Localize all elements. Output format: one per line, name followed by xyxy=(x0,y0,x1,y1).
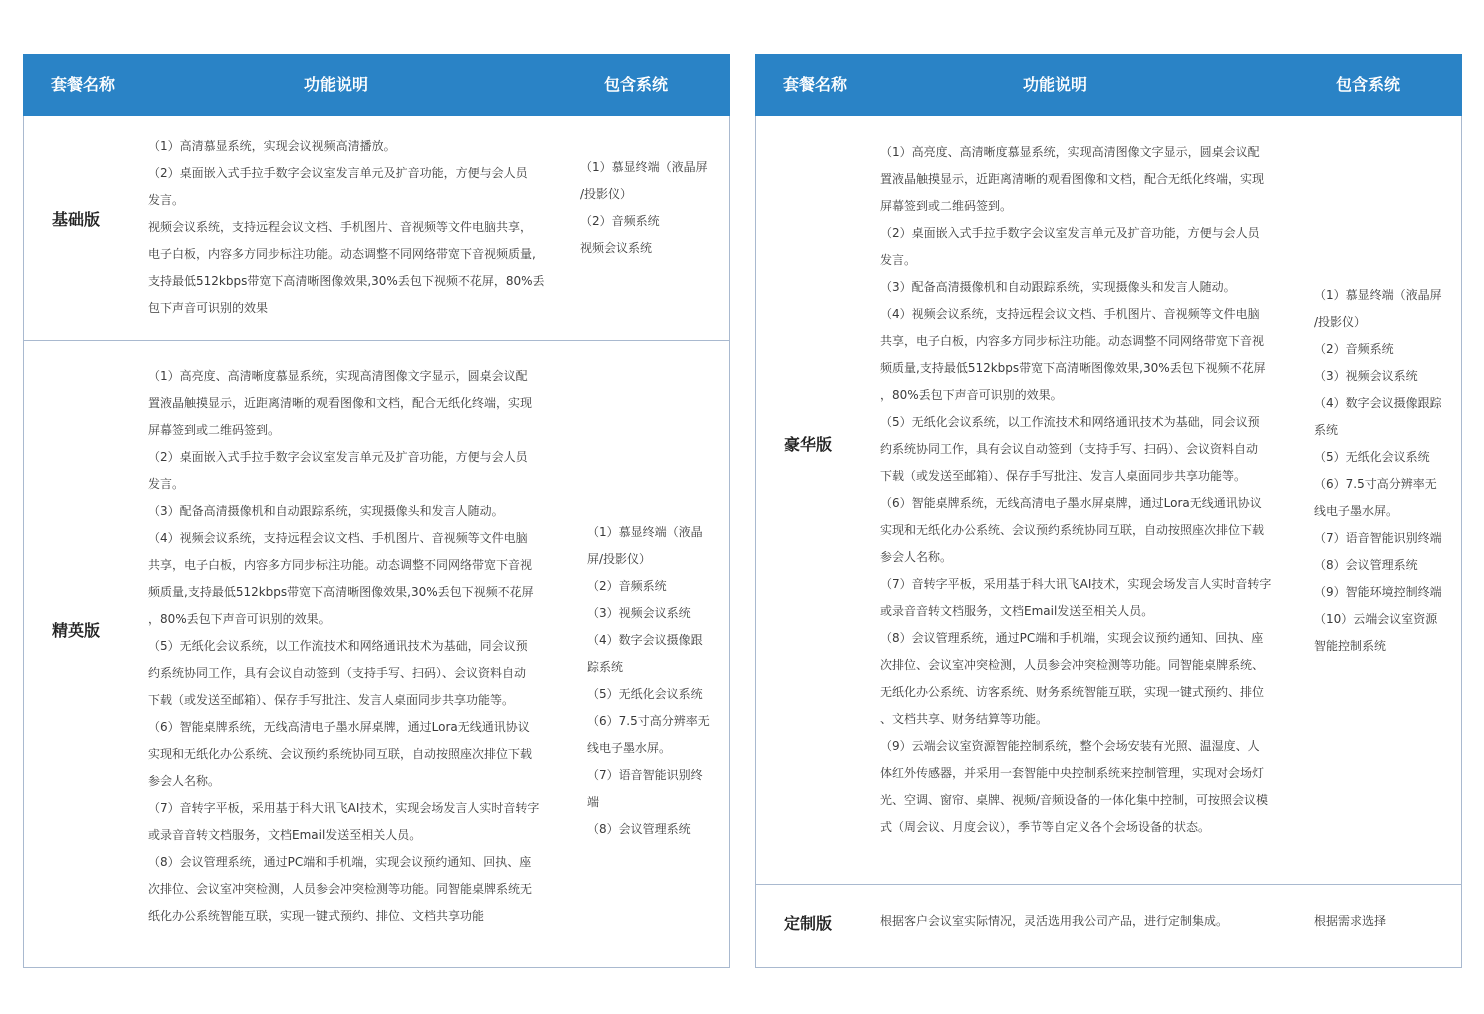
desc-line: 支持最低512kbps带宽下高清晰图像效果,30%丢包下视频不花屏，80%丢 xyxy=(148,274,545,288)
desc-line: 或录音音转文档服务，文档Email发送至相关人员。 xyxy=(148,828,422,842)
desc-line: （5）无纸化会议系统，以工作流技术和网络通讯技术为基础，同会议预 xyxy=(148,639,528,653)
desc-line: 屏幕签到或二维码签到。 xyxy=(880,199,1013,213)
sys-line: （1）慕显终端（液晶屏 xyxy=(580,160,708,174)
package-sys-luxury xyxy=(1314,282,1454,660)
desc-line: （1）高清慕显系统，实现会议视频高清播放。 xyxy=(148,139,396,153)
sys-line: 智能控制系统 xyxy=(1314,639,1387,653)
desc-line: 、文档共享、财务结算等功能。 xyxy=(880,712,1049,726)
desc-line: 频质量,支持最低512kbps带宽下高清晰图像效果,30%丢包下视频不花屏 xyxy=(880,361,1266,375)
desc-line: 下载（或发送至邮箱）、保存手写批注、发言人桌面同步共享功能等。 xyxy=(880,469,1247,483)
table-header-right xyxy=(755,54,1462,116)
desc-line: 视频会议系统，支持远程会议文档、手机图片、音视频等文件电脑共享， xyxy=(148,220,533,234)
table-header-left xyxy=(23,54,730,116)
package-sys-basic xyxy=(580,154,720,262)
desc-line: 发言。 xyxy=(148,477,185,491)
desc-line: 共享，电子白板，内容多方同步标注功能。动态调整不同网络带宽下音视 xyxy=(148,558,533,572)
desc-line: （8）会议管理系统，通过PC端和手机端，实现会议预约通知、回执、座 xyxy=(148,855,532,869)
desc-line: 下载（或发送至邮箱）、保存手写批注、发言人桌面同步共享功能等。 xyxy=(148,693,515,707)
desc-line: 实现和无纸化办公系统、会议预约系统协同互联，自动按照座次排位下载 xyxy=(880,523,1265,537)
desc-line: 参会人名称。 xyxy=(148,774,221,788)
desc-line: （9）云端会议室资源智能控制系统，整个会场安装有光照、温湿度、人 xyxy=(880,739,1260,753)
desc-line: 次排位、会议室冲突检测，人员参会冲突检测等功能。同智能桌牌系统无 xyxy=(148,882,533,896)
desc-line: 纸化办公系统智能互联，实现一键式预约、排位、文档共享功能 xyxy=(148,909,485,923)
desc-line: （2）桌面嵌入式手拉手数字会议室发言单元及扩音功能，方便与会人员 xyxy=(148,166,528,180)
desc-line: （8）会议管理系统，通过PC端和手机端，实现会议预约通知、回执、座 xyxy=(880,631,1264,645)
sys-line: 线电子墨水屏。 xyxy=(587,741,672,755)
desc-line: （6）智能桌牌系统，无线高清电子墨水屏桌牌，通过Lora无线通讯协议 xyxy=(148,720,530,734)
sys-line: （2）音频系统 xyxy=(1314,342,1394,356)
desc-line: 实现和无纸化办公系统、会议预约系统协同互联，自动按照座次排位下载 xyxy=(148,747,533,761)
sys-line: （5）无纸化会议系统 xyxy=(1314,450,1430,464)
package-sys-elite xyxy=(587,519,719,843)
desc-line: 体红外传感器，并采用一套智能中央控制系统来控制管理，实现对会场灯 xyxy=(880,766,1265,780)
desc-line: （4）视频会议系统，支持远程会议文档、手机图片、音视频等文件电脑 xyxy=(148,531,528,545)
sys-line: 视频会议系统 xyxy=(580,241,653,255)
package-desc-basic xyxy=(148,133,548,322)
sys-line: （3）视频会议系统 xyxy=(1314,369,1418,383)
desc-line: 光、空调、窗帘、桌牌、视频/音频设备的一体化集中控制，可按照会议模 xyxy=(880,793,1269,807)
col-header-desc: 功能说明 xyxy=(1023,75,1088,94)
sys-line: （4）数字会议摄像跟 xyxy=(587,633,703,647)
sys-line: （7）语音智能识别终 xyxy=(587,768,703,782)
desc-line: ，80%丢包下声音可识别的效果。 xyxy=(148,612,331,626)
desc-line: （2）桌面嵌入式手拉手数字会议室发言单元及扩音功能，方便与会人员 xyxy=(880,226,1260,240)
package-name-basic: 基础版 xyxy=(52,210,101,229)
desc-line: 式（周会议、月度会议），季节等自定义各个会场设备的状态。 xyxy=(880,820,1211,834)
sys-line: （1）慕显终端（液晶 xyxy=(587,525,703,539)
sys-line: （6）7.5寸高分辨率无 xyxy=(1314,477,1437,491)
desc-line: 参会人名称。 xyxy=(880,550,953,564)
package-desc-elite xyxy=(148,363,548,930)
col-header-name: 套餐名称 xyxy=(783,75,848,94)
right-package-table xyxy=(755,54,1462,968)
sys-line: （8）会议管理系统 xyxy=(1314,558,1418,572)
desc-line: 或录音音转文档服务，文档Email发送至相关人员。 xyxy=(880,604,1154,618)
desc-line: （1）高亮度、高清晰度慕显系统，实现高清图像文字显示，圆桌会议配 xyxy=(148,369,528,383)
col-header-sys: 包含系统 xyxy=(604,75,669,94)
sys-line: （6）7.5寸高分辨率无 xyxy=(587,714,710,728)
col-header-name: 套餐名称 xyxy=(51,75,116,94)
sys-line: （8）会议管理系统 xyxy=(587,822,691,836)
row-divider xyxy=(24,340,729,341)
package-name-luxury: 豪华版 xyxy=(784,435,833,454)
sys-line: （9）智能环境控制终端 xyxy=(1314,585,1442,599)
sys-line: /投影仪） xyxy=(580,187,633,201)
desc-line: （4）视频会议系统，支持远程会议文档、手机图片、音视频等文件电脑 xyxy=(880,307,1260,321)
sys-line: （1）慕显终端（液晶屏 xyxy=(1314,288,1442,302)
desc-line: 屏幕签到或二维码签到。 xyxy=(148,423,281,437)
sys-line: 端 xyxy=(587,795,600,809)
package-sys-custom: 根据需求选择 xyxy=(1314,914,1387,928)
col-header-desc: 功能说明 xyxy=(304,75,369,94)
desc-line: 约系统协同工作，具有会议自动签到（支持手写、扫码）、会议资料自动 xyxy=(880,442,1259,456)
sys-line: （5）无纸化会议系统 xyxy=(587,687,703,701)
desc-line: 约系统协同工作，具有会议自动签到（支持手写、扫码）、会议资料自动 xyxy=(148,666,527,680)
left-package-table xyxy=(23,54,730,968)
sys-line: （4）数字会议摄像跟踪 xyxy=(1314,396,1442,410)
package-name-elite: 精英版 xyxy=(52,621,101,640)
row-divider xyxy=(756,884,1461,885)
desc-line: （1）高亮度、高清晰度慕显系统，实现高清图像文字显示，圆桌会议配 xyxy=(880,145,1260,159)
desc-line: 包下声音可识别的效果 xyxy=(148,301,269,315)
desc-line: ，80%丢包下声音可识别的效果。 xyxy=(880,388,1063,402)
desc-line: 置液晶触摸显示，近距离清晰的观看图像和文档，配合无纸化终端，实现 xyxy=(148,396,533,410)
desc-line: （6）智能桌牌系统，无线高清电子墨水屏桌牌，通过Lora无线通讯协议 xyxy=(880,496,1262,510)
desc-line: （3）配备高清摄像机和自动跟踪系统，实现摄像头和发言人随动。 xyxy=(880,280,1236,294)
desc-line: 发言。 xyxy=(148,193,185,207)
desc-line: 频质量,支持最低512kbps带宽下高清晰图像效果,30%丢包下视频不花屏 xyxy=(148,585,534,599)
desc-line: （7）音转字平板，采用基于科大讯飞AI技术，实现会场发言人实时音转字 xyxy=(148,801,540,815)
desc-line: 次排位、会议室冲突检测，人员参会冲突检测等功能。同智能桌牌系统、 xyxy=(880,658,1265,672)
sys-line: 系统 xyxy=(1314,423,1339,437)
sys-line: （2）音频系统 xyxy=(580,214,660,228)
desc-line: （3）配备高清摄像机和自动跟踪系统，实现摄像头和发言人随动。 xyxy=(148,504,504,518)
desc-line: 发言。 xyxy=(880,253,917,267)
desc-line: 置液晶触摸显示，近距离清晰的观看图像和文档，配合无纸化终端，实现 xyxy=(880,172,1265,186)
sys-line: 踪系统 xyxy=(587,660,624,674)
sys-line: （3）视频会议系统 xyxy=(587,606,691,620)
sys-line: /投影仪） xyxy=(1314,315,1367,329)
sys-line: （10）云端会议室资源 xyxy=(1314,612,1438,626)
package-desc-custom: 根据客户会议室实际情况，灵活选用我公司产品，进行定制集成。 xyxy=(880,914,1229,928)
desc-line: 共享，电子白板，内容多方同步标注功能。动态调整不同网络带宽下音视 xyxy=(880,334,1265,348)
package-desc-luxury xyxy=(880,139,1280,841)
sys-line: （7）语音智能识别终端 xyxy=(1314,531,1442,545)
col-header-sys: 包含系统 xyxy=(1336,75,1401,94)
desc-line: 电子白板，内容多方同步标注功能。动态调整不同网络带宽下音视频质量, xyxy=(148,247,536,261)
desc-line: （5）无纸化会议系统，以工作流技术和网络通讯技术为基础，同会议预 xyxy=(880,415,1260,429)
sys-line: 线电子墨水屏。 xyxy=(1314,504,1399,518)
desc-line: （7）音转字平板，采用基于科大讯飞AI技术，实现会场发言人实时音转字 xyxy=(880,577,1272,591)
package-name-custom: 定制版 xyxy=(784,914,833,933)
desc-line: （2）桌面嵌入式手拉手数字会议室发言单元及扩音功能，方便与会人员 xyxy=(148,450,528,464)
sys-line: （2）音频系统 xyxy=(587,579,667,593)
sys-line: 屏/投影仪） xyxy=(587,552,652,566)
desc-line: 无纸化办公系统、访客系统、财务系统智能互联，实现一键式预约、排位 xyxy=(880,685,1265,699)
